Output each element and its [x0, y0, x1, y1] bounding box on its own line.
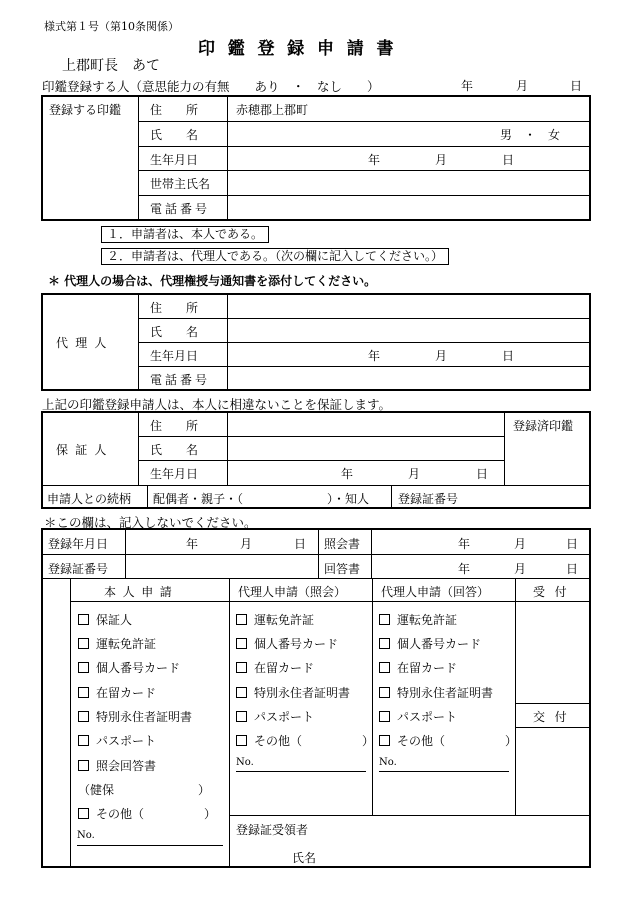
checkbox-icon: [379, 687, 390, 698]
agent-name-label: 氏 名: [150, 325, 199, 339]
checkbox-icon: [78, 711, 89, 722]
self-no-label: No.: [77, 830, 95, 841]
reg-date-year: 年: [186, 537, 199, 551]
agent-phone-label: 電話番号: [150, 373, 211, 387]
rep-item-passport[interactable]: パスポート: [379, 708, 457, 725]
inq-no-label: No.: [236, 757, 254, 768]
registrant-address-field[interactable]: 赤穂郡上郡町: [236, 103, 309, 117]
rep-item-residence-card[interactable]: 在留カード: [379, 659, 457, 676]
birth-day: 日: [502, 153, 515, 167]
checkbox-icon: [236, 711, 247, 722]
col-agent-inquiry-header: 代理人申請（照会）: [238, 585, 347, 599]
rep-item-other[interactable]: その他（ ）: [379, 732, 517, 749]
agent-address-label: 住 所: [150, 301, 199, 315]
self-item-residence-card[interactable]: 在留カード: [78, 684, 156, 701]
checkbox-icon: [236, 735, 247, 746]
inquiry-month: 月: [514, 537, 527, 551]
registrant-address-label: 住 所: [150, 103, 199, 117]
form-number: 様式第１号（第10条関係）: [44, 20, 179, 33]
guarantor-birth-month: 月: [408, 467, 421, 481]
office-notice: ＊この欄は、記入しないでください。: [44, 515, 257, 530]
registrant-section-label: 登録する印鑑: [49, 103, 122, 117]
self-item-passport[interactable]: パスポート: [78, 732, 156, 749]
checkbox-icon: [78, 687, 89, 698]
checkbox-icon: [379, 711, 390, 722]
reg-date-label: 登録年月日: [48, 537, 109, 551]
reg-date-month: 月: [240, 537, 253, 551]
guarantor-address-label: 住 所: [150, 419, 199, 433]
self-kenpo: （健保 ）: [78, 783, 211, 797]
checkbox-icon: [379, 614, 390, 625]
date-year: 年: [461, 79, 474, 93]
self-item-license[interactable]: 運転免許証: [78, 635, 156, 652]
rep-no-label: No.: [379, 757, 397, 768]
self-item-inquiry-reply[interactable]: 照会回答書: [78, 757, 156, 774]
relation-label: 申請人との続柄: [47, 492, 132, 506]
col-issue-header: 交付: [533, 710, 577, 724]
agent-birth-month: 月: [435, 349, 448, 363]
registrant-gender[interactable]: 男 ・ 女: [500, 128, 561, 142]
householder-label: 世帯主氏名: [150, 177, 211, 191]
checkbox-icon: [78, 735, 89, 746]
guarantor-statement: 上記の印鑑登録申請人は、本人に相違ないことを保証します。: [42, 397, 392, 412]
inq-item-license[interactable]: 運転免許証: [236, 611, 314, 628]
birth-year: 年: [368, 153, 381, 167]
date-day: 日: [570, 79, 583, 93]
guarantor-birth-year: 年: [341, 467, 354, 481]
self-item-guarantor[interactable]: 保証人: [78, 611, 132, 628]
inq-item-residence-card[interactable]: 在留カード: [236, 659, 314, 676]
inq-item-mynumber[interactable]: 個人番号カード: [236, 635, 338, 652]
guarantor-birth-label: 生年月日: [150, 467, 199, 481]
guarantor-section-label: 保証人: [56, 443, 114, 457]
checkbox-icon: [78, 662, 89, 673]
applicant-capacity-line: 印鑑登録する人（意思能力の有無 あり ・ なし ）: [42, 79, 380, 94]
reply-label: 回答書: [324, 562, 361, 576]
rep-item-special-resident[interactable]: 特別永住者証明書: [379, 684, 493, 701]
option-agent-applicant[interactable]: ２．申請者は、代理人である。（次の欄に記入してください。）: [101, 248, 449, 265]
office-cert-no-label: 登録証番号: [48, 562, 109, 576]
inquiry-year: 年: [458, 537, 471, 551]
inquiry-day: 日: [566, 537, 579, 551]
reply-day: 日: [566, 562, 579, 576]
checkbox-icon: [78, 614, 89, 625]
reply-month: 月: [514, 562, 527, 576]
registrant-phone-label: 電話番号: [150, 202, 211, 216]
addressee: 上郡町長 あて: [62, 58, 160, 74]
reg-date-day: 日: [294, 537, 307, 551]
page-title: 印鑑登録申請書: [198, 39, 407, 59]
option-self-applicant[interactable]: １．申請者は、本人である。: [101, 226, 269, 243]
self-item-mynumber[interactable]: 個人番号カード: [78, 659, 180, 676]
checkbox-icon: [236, 614, 247, 625]
self-item-special-resident[interactable]: 特別永住者証明書: [78, 708, 192, 725]
checkbox-icon: [236, 662, 247, 673]
cert-receiver-label: 登録証受領者: [236, 823, 309, 837]
guarantor-name-label: 氏 名: [150, 443, 199, 457]
guarantor-cert-no-label: 登録証番号: [398, 492, 459, 506]
checkbox-icon: [236, 687, 247, 698]
inq-item-other[interactable]: その他（ ）: [236, 732, 374, 749]
registered-seal-label: 登録済印鑑: [513, 419, 574, 433]
checkbox-icon: [78, 808, 89, 819]
col-self-header: 本人申請: [104, 585, 179, 599]
checkbox-icon: [236, 638, 247, 649]
self-item-other[interactable]: その他（ ）: [78, 805, 216, 822]
date-month: 月: [516, 79, 529, 93]
cert-receiver-name-label: 氏名: [292, 851, 317, 865]
agent-birth-label: 生年月日: [150, 349, 199, 363]
checkbox-icon: [379, 735, 390, 746]
reply-year: 年: [458, 562, 471, 576]
col-receipt-header: 受付: [533, 585, 577, 599]
birth-month: 月: [435, 153, 448, 167]
rep-item-mynumber[interactable]: 個人番号カード: [379, 635, 481, 652]
col-agent-reply-header: 代理人申請（回答）: [381, 585, 490, 599]
registrant-birth-label: 生年月日: [150, 153, 199, 167]
checkbox-icon: [379, 638, 390, 649]
inquiry-label: 照会書: [324, 537, 361, 551]
agent-birth-year: 年: [368, 349, 381, 363]
inq-item-passport[interactable]: パスポート: [236, 708, 314, 725]
agent-section-label: 代理人: [56, 336, 114, 350]
inq-item-special-resident[interactable]: 特別永住者証明書: [236, 684, 350, 701]
registrant-name-label: 氏 名: [150, 128, 199, 142]
guarantor-birth-day: 日: [476, 467, 489, 481]
agent-notice: ＊ 代理人の場合は、代理権授与通知書を添付してください。: [48, 274, 377, 288]
rep-item-license[interactable]: 運転免許証: [379, 611, 457, 628]
checkbox-icon: [379, 662, 390, 673]
checkbox-icon: [78, 760, 89, 771]
relation-options[interactable]: 配偶者・親子・（ ）・知人: [153, 492, 370, 506]
agent-birth-day: 日: [502, 349, 515, 363]
checkbox-icon: [78, 638, 89, 649]
